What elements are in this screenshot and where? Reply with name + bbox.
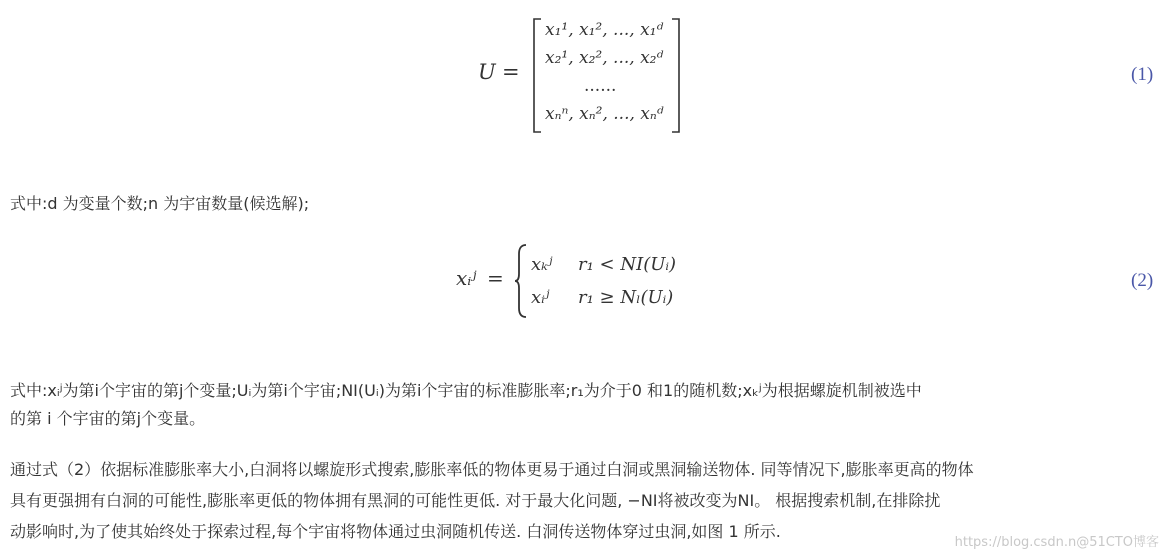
eq2-case2-value: xᵢʲ [531, 287, 550, 308]
eq1-row-1: x₁¹, x₁², ..., x₁ᵈ [545, 20, 664, 40]
eq2-lhs: xᵢʲ [456, 266, 477, 290]
eq2-case1-value: xₖʲ [531, 254, 553, 275]
eq1-description: 式中:d 为变量个数;n 为宇宙数量(候选解); [10, 194, 310, 213]
body-paragraph-line-2: 具有更强拥有白洞的可能性,膨胀率更低的物体拥有黑洞的可能性更低. 对于最大化问题, −NI将被改变为NI。 根据搜索机制,在排除扰 [10, 491, 941, 510]
eq1-right-bracket [671, 18, 681, 134]
eq1-row-3: ...... [584, 76, 617, 96]
body-paragraph-line-3: 动影响时,为了使其始终处于探索过程,每个宇宙将物体通过虫洞随机传送. 白洞传送物体穿过虫洞,如图 1 所示. [10, 522, 781, 541]
eq1-number: (1) [1131, 64, 1154, 85]
eq2-case2-condition: r₁ ≥ Nₗ(Uᵢ) [578, 287, 674, 308]
eq1-equals: = [502, 60, 520, 84]
eq1-row-2: x₂¹, x₂², ..., x₂ᵈ [545, 48, 664, 68]
eq1-row-4: xₙⁿ, xₙ², ..., xₙᵈ [545, 104, 664, 124]
eq1-lhs: U [478, 60, 496, 84]
watermark: https://blog.csdn.n@51CTO博客 [954, 535, 1159, 550]
eq2-case1-condition: r₁ < NI(Uᵢ) [578, 254, 677, 275]
body-paragraph-line-1: 通过式（2）依据标准膨胀率大小,白洞将以螺旋形式搜索,膨胀率低的物体更易于通过白洞或黑洞输送物体. 同等情况下,膨胀率更高的物体 [10, 460, 974, 479]
eq2-left-brace [514, 244, 528, 318]
eq2-equals: = [487, 266, 504, 290]
eq2-description-line-2: 的第 i 个宇宙的第j个变量。 [10, 409, 206, 428]
eq2-description-line-1: 式中:xᵢʲ为第i个宇宙的第j个变量;Uᵢ为第i个宇宙;NI(Uᵢ)为第i个宇宙的标准膨胀率;r₁为介于0 和1的随机数;xₖʲ为根据螺旋机制被选中 [10, 381, 922, 400]
eq1-left-bracket [532, 18, 542, 134]
eq2-number: (2) [1131, 270, 1154, 291]
